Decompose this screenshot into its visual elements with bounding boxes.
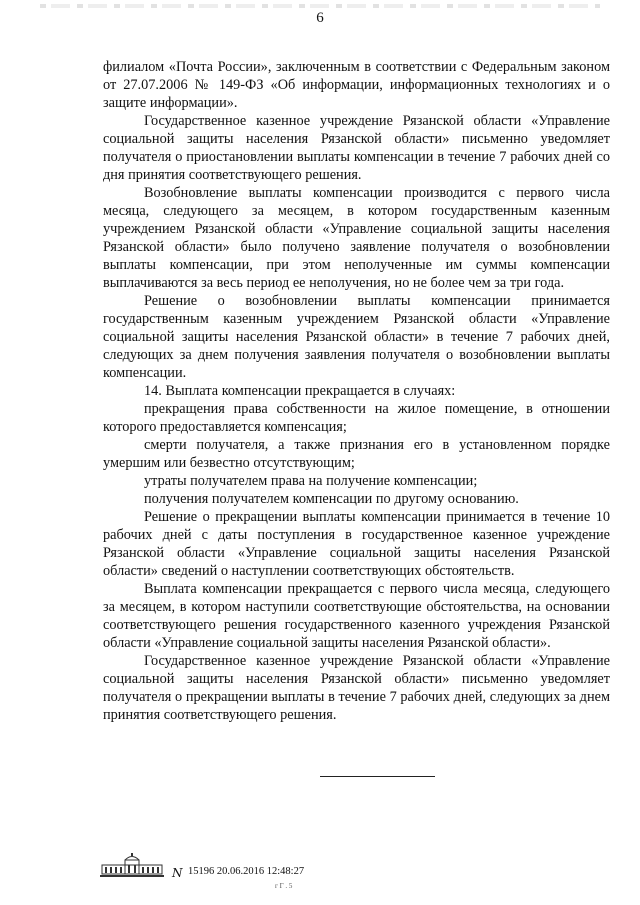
list-heading: 14. Выплата компенсации прекращается в случаях: <box>144 383 456 399</box>
list-item: получения получателем компенсации по другому основанию. <box>144 491 519 507</box>
registration-stamp: 15196 20.06.2016 12:48:27 <box>188 866 305 877</box>
document-body <box>103 58 610 724</box>
footer <box>98 851 378 891</box>
scan-artifact-top <box>40 4 600 8</box>
paragraph: Государственное казенное учреждение Рязанской области «Управление социальной защиты населения Рязанской области» письменно уведомляет получателя о прекращении выплаты в течение 7 рабочих дней, следующих за днем принятия соответствующего решения. <box>103 653 610 723</box>
paragraph: Возобновление выплаты компенсации производится с первого числа месяца, следующего за месяцем, в котором государственным казенным учреждением Рязанской области «Управление социальной защиты населения Рязанской области» было получено заявление получателя о возобновлении выплаты компенсации, при этом неполученные им суммы компенсации выплачиваются за весь период ее неполучения, но не более чем за три года. <box>103 185 610 291</box>
list-item: смерти получателя, а также признания его в установленном порядке умершим или безвестно отсутствующим; <box>103 437 610 471</box>
page-number: 6 <box>316 10 324 26</box>
list-item: прекращения права собственности на жилое помещение, в отношении которого предоставляется компенсация; <box>103 401 610 435</box>
paragraph: Выплата компенсации прекращается с первого числа месяца, следующего за месяцем, в котором наступили соответствующие обстоятельства, на основании соответствующего решения государственного казенного учреждения Рязанской области «Управление социальной защиты населения Рязанской области». <box>103 581 610 651</box>
paragraph: Решение о прекращении выплаты компенсации принимается в течение 10 рабочих дней с даты поступления в государственное казенное учреждение Рязанской области «Управление социальной защиты населения Рязанской области» сведений о наступлении соответствующих обстоятельств. <box>103 509 610 579</box>
paragraph: Государственное казенное учреждение Рязанской области «Управление социальной защиты населения Рязанской области» письменно уведомляет получателя о приостановлении выплаты компенсации в течение 7 рабочих дней со дня принятия соответствующего решения. <box>103 113 610 183</box>
government-building-emblem-icon <box>98 853 166 879</box>
end-separator-line <box>320 776 435 777</box>
list-item: утраты получателем права на получение компенсации; <box>144 473 478 489</box>
document-mark: N <box>172 866 183 880</box>
handwritten-code: г Г . 5 <box>275 882 293 890</box>
paragraph: Решение о возобновлении выплаты компенсации принимается государственным казенным учреждением Рязанской области «Управление социальной защиты населения Рязанской области» в течение 7 рабочих дней, следующих за днем получения заявления получателя о возобновлении выплаты компенсации. <box>103 293 610 381</box>
paragraph: филиалом «Почта России», заключенным в соответствии с Федеральным законом от 27.07.2006 № 149-ФЗ «Об информации, информационных технологиях и о защите информации». <box>103 59 610 111</box>
